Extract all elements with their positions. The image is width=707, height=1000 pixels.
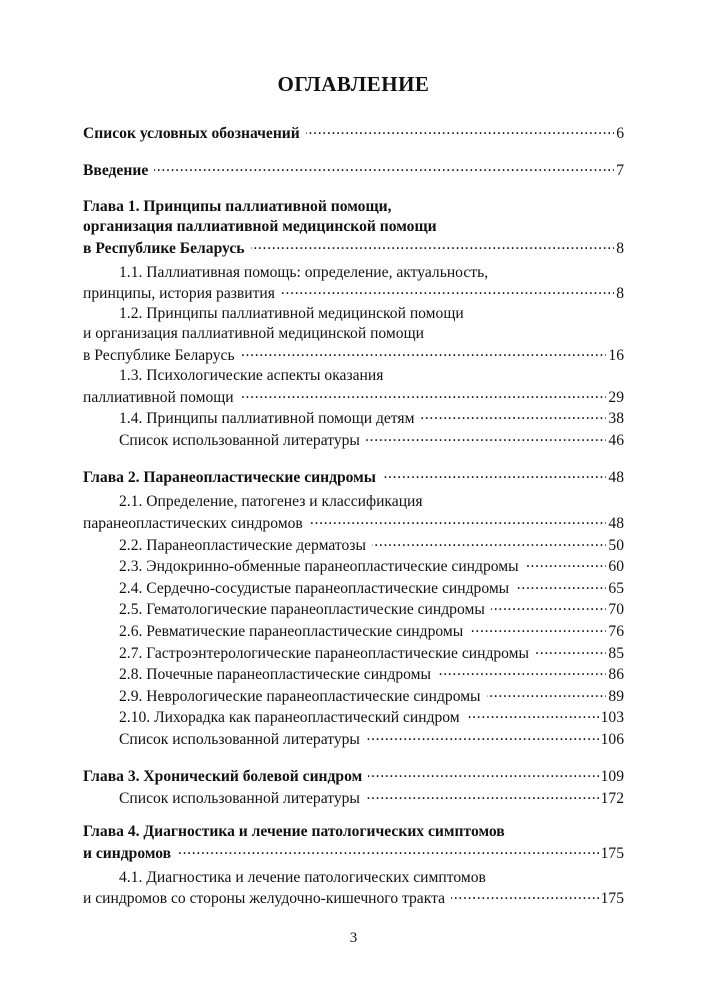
toc-entry-title: 2.7. Гастроэнтерологические паранеопластические синдромы — [119, 644, 530, 662]
page-number: 3 — [349, 930, 358, 946]
toc-entry-page: 109 — [600, 768, 624, 786]
toc-entry-section-2-6[interactable] — [83, 620, 624, 642]
toc-entry-page: 89 — [608, 687, 624, 705]
toc-entry-title-line: Глава 1. Принципы паллиативной помощи, — [83, 198, 392, 216]
toc-entry-title: 2.2. Паранеопластические дерматозы — [119, 536, 366, 554]
toc-entry-title-line: в Республике Беларусь — [83, 239, 245, 257]
table-of-contents — [83, 122, 624, 909]
toc-entry-title-line: 1.1. Паллиативная помощь: определение, актуальность, — [119, 263, 489, 281]
toc-entry-title: Список условных обозначений — [83, 124, 300, 142]
toc-entry-page: 175 — [600, 844, 624, 862]
toc-entry-section-2-10[interactable] — [83, 707, 624, 729]
toc-entry-title-line: 1.2. Принципы паллиативной медицинской помощи — [119, 305, 464, 323]
dot-leader — [469, 620, 606, 636]
toc-entry-page: 16 — [608, 346, 624, 364]
dot-leader — [240, 386, 607, 402]
toc-entry-page: 48 — [608, 469, 624, 487]
toc-entry-title: Введение — [83, 162, 149, 180]
toc-entry-chapter-4[interactable] — [83, 822, 624, 864]
toc-entry-section-2-4[interactable] — [83, 577, 624, 599]
toc-entry-section-4-1[interactable] — [83, 868, 624, 910]
dot-leader — [372, 534, 606, 550]
dot-leader — [491, 599, 607, 615]
dot-leader — [309, 512, 607, 528]
dot-leader — [251, 237, 615, 253]
toc-entry-section-1-1[interactable] — [83, 263, 624, 305]
toc-entry-title-line: и синдромов — [83, 844, 172, 862]
toc-entry-title: 2.3. Эндокринно-обменные паранеопластические синдромы — [119, 558, 519, 576]
toc-entry-title: Глава 2. Паранеопластические синдромы — [83, 469, 376, 487]
dot-leader — [382, 467, 606, 483]
toc-entry-introduction[interactable] — [83, 160, 624, 182]
toc-entry-chapter-2[interactable] — [83, 467, 624, 489]
toc-entry-references-ch3[interactable] — [83, 787, 624, 809]
toc-entry-references-ch2[interactable] — [83, 728, 624, 750]
dot-leader — [437, 664, 606, 680]
dot-leader — [281, 283, 614, 299]
toc-entry-page: 103 — [600, 709, 624, 727]
toc-entry-title-line: организация паллиативной медицинской помощи — [83, 218, 437, 236]
dot-leader — [241, 344, 607, 360]
toc-entry-chapter-3[interactable] — [83, 766, 624, 788]
toc-entry-title-line: 2.1. Определение, патогенез и классификация — [119, 493, 423, 511]
toc-entry-title: 1.4. Принципы паллиативной помощи детям — [119, 410, 415, 428]
toc-entry-title: Список использованной литературы — [119, 790, 360, 808]
dot-leader — [451, 888, 599, 904]
toc-entry-title-line: паранеопластических синдромов — [83, 514, 303, 532]
toc-entry-page: 8 — [616, 285, 624, 303]
toc-entry-section-1-3[interactable] — [83, 366, 624, 408]
toc-entry-title-line: и организация паллиативной медицинской помощи — [83, 325, 424, 343]
toc-entry-section-2-3[interactable] — [83, 556, 624, 578]
dot-leader — [366, 728, 599, 744]
toc-entry-title: 2.4. Сердечно-сосудистые паранеопластические синдромы — [119, 579, 510, 597]
toc-entry-page: 8 — [616, 239, 624, 257]
dot-leader — [535, 642, 606, 658]
toc-entry-page: 29 — [608, 388, 624, 406]
toc-entry-chapter-1[interactable] — [83, 197, 624, 259]
toc-entry-page: 85 — [608, 644, 624, 662]
toc-entry-section-2-8[interactable] — [83, 664, 624, 686]
toc-entry-title-line: 1.3. Психологические аспекты оказания — [119, 366, 384, 384]
toc-entry-section-2-1[interactable] — [83, 492, 624, 534]
toc-entry-page: 46 — [608, 431, 624, 449]
toc-entry-title-line: Глава 4. Диагностика и лечение патологических симптомов — [83, 823, 505, 841]
toc-entry-title: Глава 3. Хронический болевой синдром — [83, 768, 363, 786]
toc-entry-section-1-4[interactable] — [83, 408, 624, 430]
toc-entry-section-2-5[interactable] — [83, 599, 624, 621]
toc-entry-title: Список использованной литературы — [119, 431, 360, 449]
toc-entry-section-1-2[interactable] — [83, 304, 624, 366]
toc-entry-title: 2.8. Почечные паранеопластические синдромы — [119, 666, 431, 684]
toc-entry-page: 48 — [608, 514, 624, 532]
toc-entry-page: 106 — [600, 730, 624, 748]
toc-entry-section-2-9[interactable] — [83, 685, 624, 707]
page-title: ОГЛАВЛЕНИЕ — [277, 72, 430, 96]
dot-leader — [366, 429, 606, 445]
toc-entry-title-line: в Республике Беларусь — [83, 346, 235, 364]
toc-entry-title-line: паллиативной помощи — [83, 388, 234, 406]
toc-entry-title-line: 4.1. Диагностика и лечение патологических симптомов — [119, 868, 486, 886]
toc-entry-section-2-7[interactable] — [83, 642, 624, 664]
toc-entry-title-line: принципы, история развития — [83, 285, 275, 303]
toc-entry-title: 2.5. Гематологические паранеопластические синдромы — [119, 601, 485, 619]
toc-entry-title-line: и синдромов со стороны желудочно-кишечного тракта — [83, 890, 446, 908]
toc-entry-title: 2.10. Лихорадка как паранеопластический синдром — [119, 709, 460, 727]
dot-leader — [487, 685, 607, 701]
toc-entry-abbreviations[interactable] — [83, 122, 624, 144]
toc-entry-page: 70 — [608, 601, 624, 619]
toc-entry-page: 76 — [608, 622, 624, 640]
toc-entry-title: 2.9. Неврологические паранеопластические синдромы — [119, 687, 481, 705]
dot-leader — [306, 122, 614, 138]
toc-entry-page: 50 — [608, 536, 624, 554]
dot-leader — [515, 577, 606, 593]
dot-leader — [366, 787, 599, 803]
dot-leader — [368, 766, 598, 782]
toc-entry-page: 60 — [608, 558, 624, 576]
dot-leader — [177, 842, 599, 858]
dot-leader — [420, 408, 606, 424]
toc-entry-page: 175 — [600, 890, 624, 908]
toc-entry-references-ch1[interactable] — [83, 429, 624, 451]
toc-entry-title: 2.6. Ревматические паранеопластические синдромы — [119, 622, 464, 640]
toc-entry-page: 38 — [608, 410, 624, 428]
toc-entry-page: 172 — [600, 790, 624, 808]
dot-leader — [525, 556, 607, 572]
dot-leader — [466, 707, 599, 723]
dot-leader — [154, 160, 614, 176]
toc-entry-page: 6 — [616, 124, 624, 142]
toc-entry-page: 7 — [616, 162, 624, 180]
toc-entry-section-2-2[interactable] — [83, 534, 624, 556]
toc-entry-page: 86 — [608, 666, 624, 684]
toc-entry-title: Список использованной литературы — [119, 730, 360, 748]
toc-entry-page: 65 — [608, 579, 624, 597]
